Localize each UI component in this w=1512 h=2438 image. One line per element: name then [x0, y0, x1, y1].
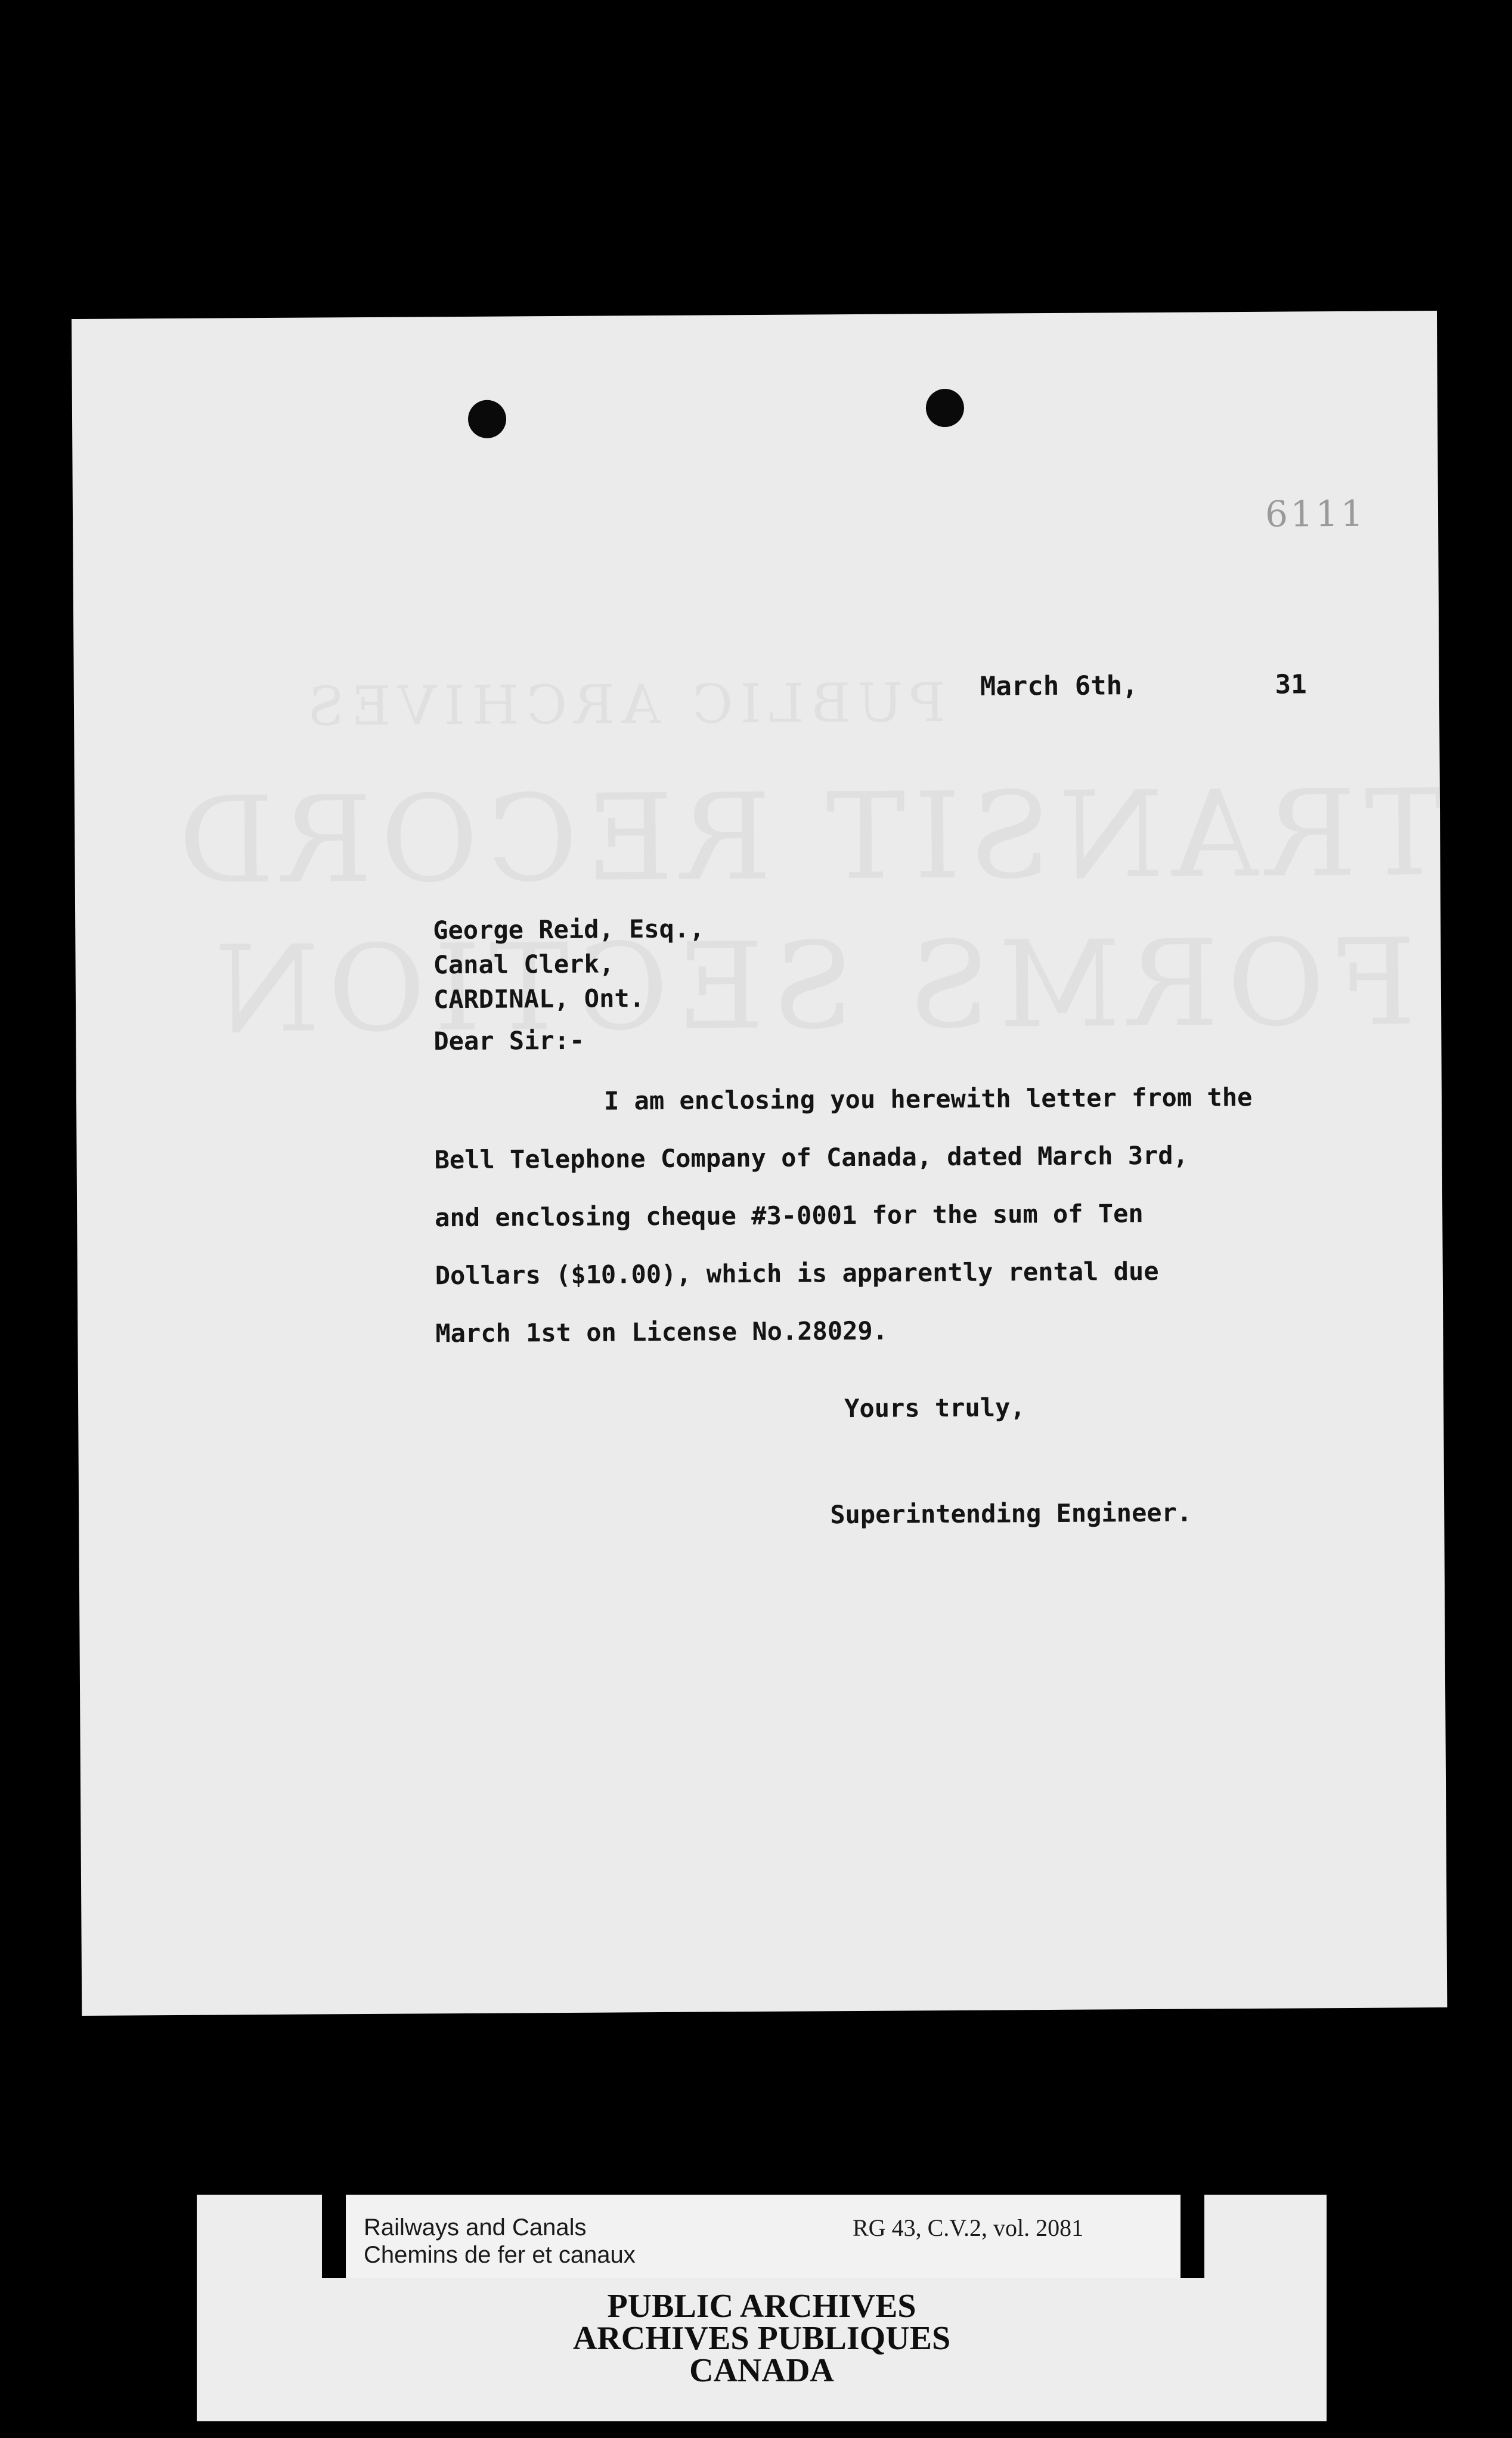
letter-page	[72, 311, 1447, 2016]
archives-stamp	[197, 2290, 1327, 2387]
department-fr: Chemins de fer et canaux	[364, 2242, 636, 2268]
body-line: March 1st on License No.28029.	[435, 1316, 888, 1348]
closing: Yours truly,	[844, 1393, 1025, 1424]
date-year: 31	[1275, 669, 1307, 700]
archives-line: ARCHIVES PUBLIQUES	[572, 2320, 951, 2357]
recipient-address	[433, 912, 705, 1017]
signature-title: Superintending Engineer.	[830, 1498, 1192, 1530]
label-card	[346, 2195, 1181, 2278]
punch-hole-right	[926, 389, 964, 427]
address-line: CARDINAL, Ont.	[433, 983, 645, 1014]
department-names	[364, 2214, 636, 2269]
letter-body	[434, 1068, 1254, 1362]
address-line: George Reid, Esq.,	[433, 914, 705, 945]
body-line: and enclosing cheque #3-0001 for the sum of Ten	[435, 1199, 1144, 1233]
body-line: Dollars ($10.00), which is apparently rental due	[435, 1256, 1159, 1291]
bleed-through-text	[170, 764, 1445, 911]
address-line: Canal Clerk,	[433, 949, 615, 980]
file-stamp-number: 6111	[1265, 493, 1366, 536]
archives-line: PUBLIC ARCHIVES	[607, 2288, 916, 2325]
archive-label	[197, 2195, 1327, 2421]
archives-line: CANADA	[689, 2352, 834, 2389]
department-en: Railways and Canals	[364, 2214, 587, 2241]
archive-reference: RG 43, C.V.2, vol. 2081	[853, 2214, 1084, 2241]
bleed-through-text	[300, 672, 946, 738]
bleed-through-text	[206, 913, 1416, 1059]
punch-hole-left	[468, 400, 506, 438]
body-line: Bell Telephone Company of Canada, dated March 3rd,	[434, 1140, 1189, 1175]
date-text: March 6th,	[980, 670, 1138, 702]
salutation: Dear Sir:-	[433, 1025, 585, 1056]
body-line: I am enclosing you herewith letter from the	[603, 1082, 1253, 1116]
letter-date	[980, 669, 1307, 701]
